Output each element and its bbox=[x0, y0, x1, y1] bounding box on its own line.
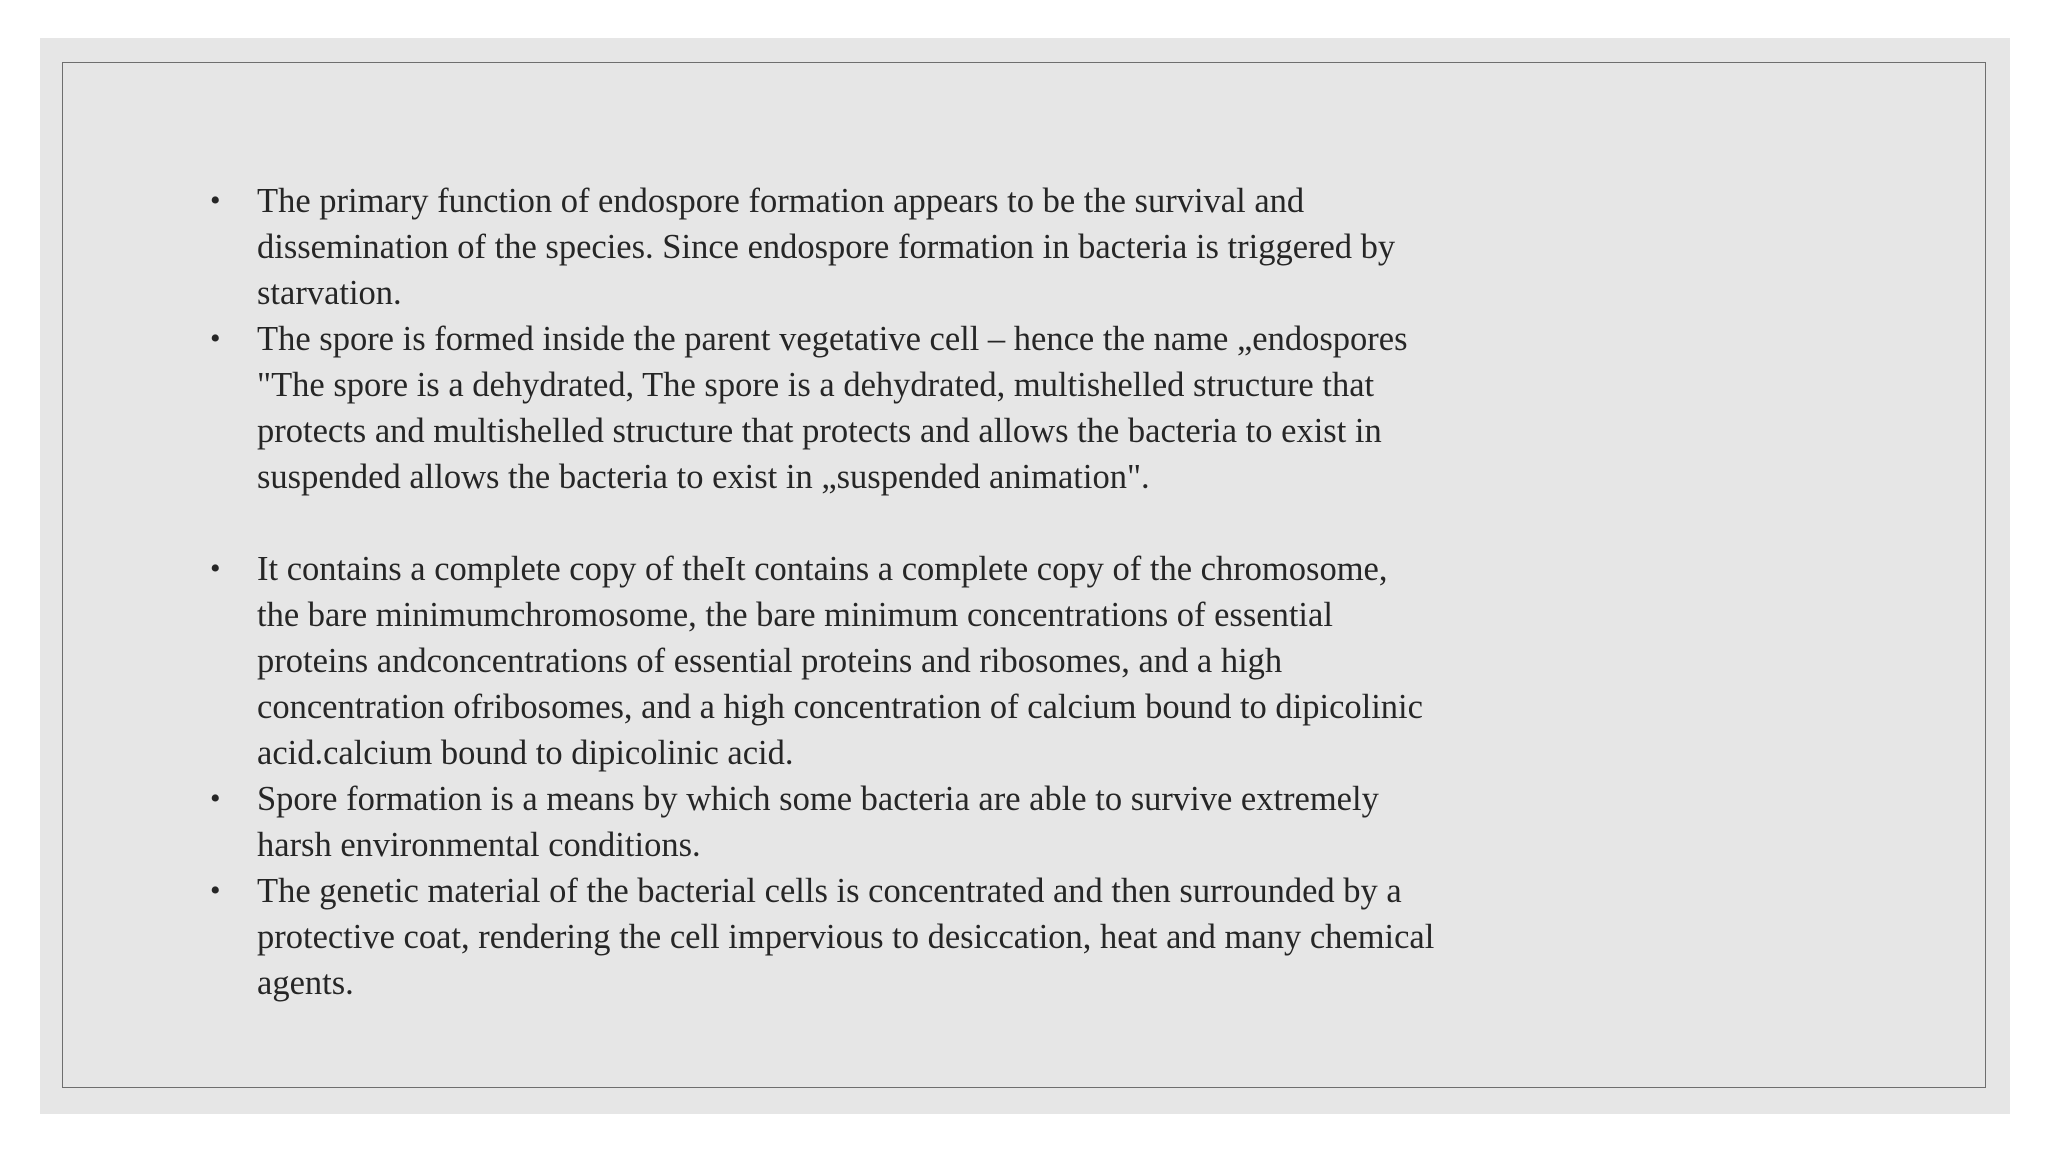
bullet-text-line: acid.calcium bound to dipicolinic acid. bbox=[257, 734, 794, 772]
bullet-text-line: The genetic material of the bacterial cells is concentrated and then surrounded by a bbox=[257, 872, 1402, 910]
bullet-text-line: protects and multishelled structure that protects and allows the bacteria to exist in bbox=[257, 412, 1382, 450]
bullet-text-line: harsh environmental conditions. bbox=[257, 826, 701, 864]
bullet-text-line: It contains a complete copy of theIt contains a complete copy of the chromosome, bbox=[257, 550, 1388, 588]
bullet-text-line: proteins andconcentrations of essential proteins and ribosomes, and a high bbox=[257, 642, 1283, 680]
bullet-text-line: Spore formation is a means by which some bacteria are able to survive extremely bbox=[257, 780, 1379, 818]
bullet-text-line: starvation. bbox=[257, 274, 402, 312]
bullet-text-line: protective coat, rendering the cell impervious to desiccation, heat and many chemical bbox=[257, 918, 1435, 956]
bullet-text-line: The primary function of endospore formation appears to be the survival and bbox=[257, 182, 1305, 220]
bullet-item bbox=[210, 868, 1610, 1006]
bullet-item bbox=[210, 178, 1610, 316]
bullet-text-line: dissemination of the species. Since endospore formation in bacteria is triggered by bbox=[257, 228, 1396, 266]
bullet-text-line: suspended allows the bacteria to exist in „suspended animation". bbox=[257, 458, 1150, 496]
bullet-point-icon: • bbox=[210, 322, 221, 355]
bullet-point-icon: • bbox=[210, 552, 221, 585]
bullet-text-line: concentration ofribosomes, and a high concentration of calcium bound to dipicolinic bbox=[257, 688, 1423, 726]
bullet-point-icon: • bbox=[210, 782, 221, 815]
bullet-list bbox=[210, 178, 1610, 1006]
bullet-text-line: agents. bbox=[257, 964, 354, 1002]
bullet-text-line: The spore is formed inside the parent vegetative cell – hence the name „endospores bbox=[257, 320, 1408, 358]
bullet-item bbox=[210, 316, 1610, 500]
bullet-point-icon: • bbox=[210, 874, 221, 907]
bullet-point-icon: • bbox=[210, 184, 221, 217]
bullet-item bbox=[210, 776, 1610, 868]
bullet-text-line: "The spore is a dehydrated, The spore is a dehydrated, multishelled structure that bbox=[257, 366, 1375, 404]
bullet-item bbox=[210, 546, 1610, 776]
bullet-text-line: the bare minimumchromosome, the bare minimum concentrations of essential bbox=[257, 596, 1333, 634]
slide bbox=[40, 38, 2010, 1114]
